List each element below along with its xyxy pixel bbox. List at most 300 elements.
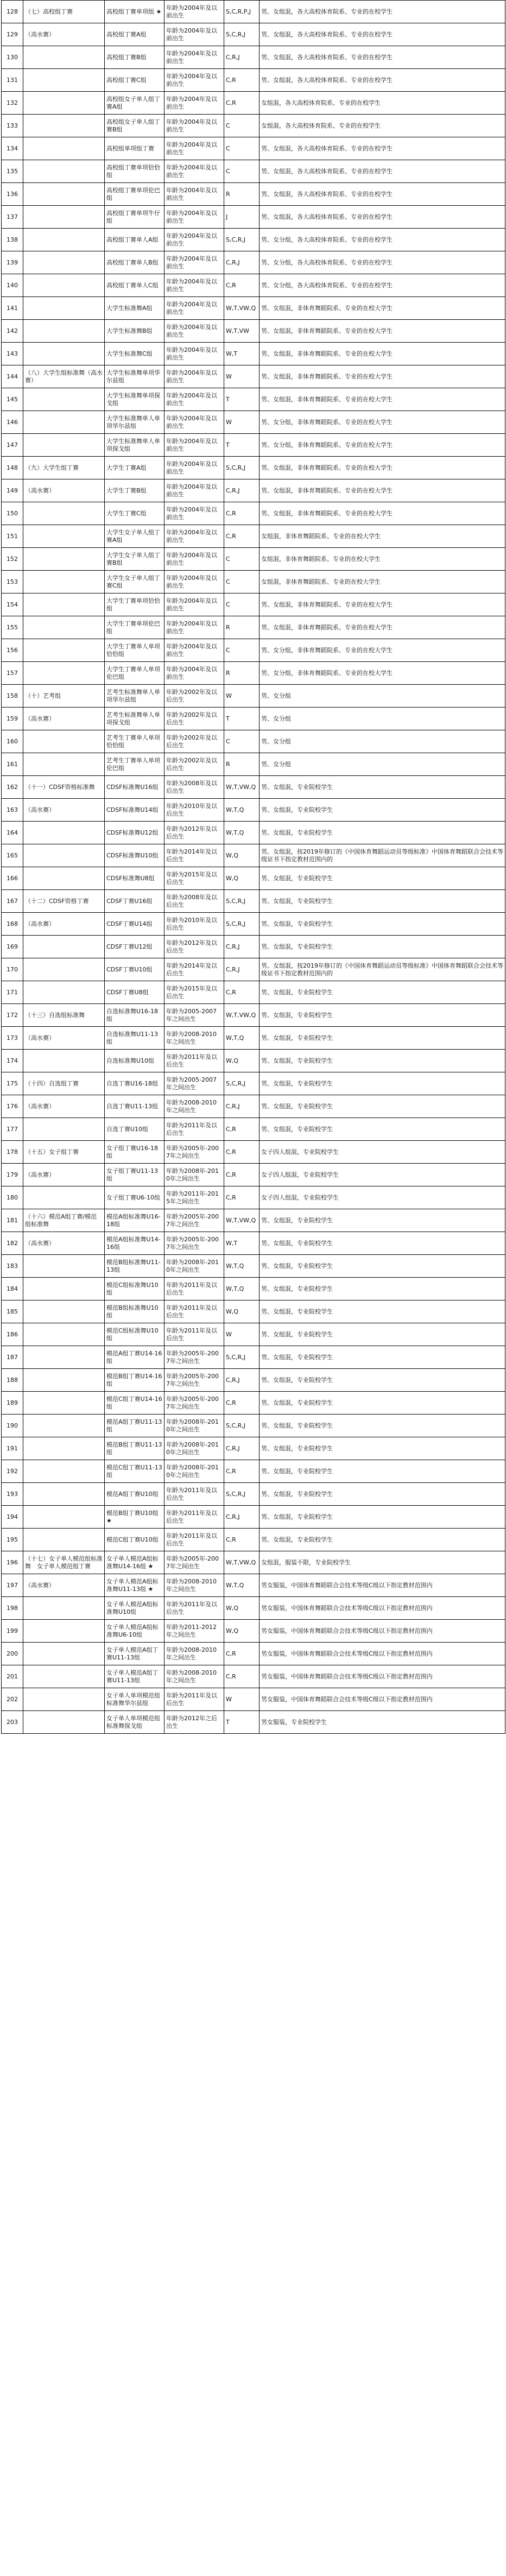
- notes-cell: 男、女组混，专业院校学生: [260, 867, 505, 890]
- table-row: [2, 1551, 505, 1574]
- age-requirement-cell: 年龄为2004年及以前出生: [165, 46, 224, 69]
- age-requirement-cell: 年龄为2004年及以前出生: [165, 69, 224, 92]
- group-cell: [23, 1711, 105, 1734]
- dances-cell: R: [224, 753, 260, 776]
- table-row: [2, 1665, 505, 1688]
- age-requirement-cell: 年龄为2004年及以前出生: [165, 571, 224, 594]
- event-cell: CDSF标准舞U8组: [105, 867, 165, 890]
- notes-cell: 男、女组混，非体育舞蹈院系、专业的在校大学生: [260, 457, 505, 479]
- age-requirement-cell: 年龄为2005年-2007年之间出生: [165, 1209, 224, 1232]
- table-row: [2, 115, 505, 137]
- dances-cell: S,C,R,J: [224, 890, 260, 913]
- row-number-cell: 135: [2, 160, 23, 183]
- dances-cell: C: [224, 639, 260, 662]
- notes-cell: 男、女组混，专业院校学生: [260, 936, 505, 958]
- table-row: [2, 229, 505, 251]
- age-requirement-cell: 年龄为2010年及以后出生: [165, 799, 224, 822]
- dances-cell: S,C,R,J: [224, 23, 260, 46]
- dances-cell: W,T,Q: [224, 1574, 260, 1597]
- dances-cell: W,T,Q: [224, 822, 260, 844]
- group-cell: [23, 1346, 105, 1369]
- age-requirement-cell: 年龄为2004年及以前出生: [165, 92, 224, 115]
- age-requirement-cell: 年龄为2008-2010年之间出生: [165, 1095, 224, 1118]
- row-number-cell: 187: [2, 1346, 23, 1369]
- table-row: [2, 388, 505, 411]
- table-row: [2, 571, 505, 594]
- age-requirement-cell: 年龄为2011-2012年之间出生: [165, 1620, 224, 1643]
- age-requirement-cell: 年龄为2005-2007年之间出生: [165, 1072, 224, 1095]
- group-cell: [23, 1415, 105, 1437]
- row-number-cell: 175: [2, 1072, 23, 1095]
- group-cell: （十六）模范A组丁赛/模范组标准舞: [23, 1209, 105, 1232]
- event-cell: 大学生标准舞A组: [105, 297, 165, 320]
- age-requirement-cell: 年龄为2012年及以后出生: [165, 822, 224, 844]
- row-number-cell: 132: [2, 92, 23, 115]
- dances-cell: C,R: [224, 1643, 260, 1665]
- event-cell: 自选丁赛U10组: [105, 1118, 165, 1141]
- notes-cell: 男、女组混，非体育舞蹈院系、专业的在校大学生: [260, 616, 505, 639]
- group-cell: [23, 594, 105, 616]
- age-requirement-cell: 年龄为2004年及以前出生: [165, 616, 224, 639]
- notes-cell: 男、女组混，专业院校学生: [260, 1118, 505, 1141]
- dances-cell: T: [224, 388, 260, 411]
- group-cell: （十五）女子组丁赛: [23, 1141, 105, 1164]
- table-row: [2, 1415, 505, 1437]
- row-number-cell: 195: [2, 1529, 23, 1551]
- age-requirement-cell: 年龄为2008-2010年之间出生: [165, 1665, 224, 1688]
- age-requirement-cell: 年龄为2002年及以后出生: [165, 708, 224, 730]
- notes-cell: 男、女组混，专业院校学生: [260, 1300, 505, 1323]
- row-number-cell: 155: [2, 616, 23, 639]
- row-number-cell: 189: [2, 1392, 23, 1415]
- event-cell: 大学生标准舞单项探戈组: [105, 388, 165, 411]
- dances-cell: W,T,VW: [224, 320, 260, 343]
- table-row: [2, 1072, 505, 1095]
- dances-cell: C: [224, 594, 260, 616]
- event-cell: CDSF丁赛U16组: [105, 890, 165, 913]
- dances-cell: C,R: [224, 1186, 260, 1209]
- dances-cell: W,Q: [224, 1050, 260, 1072]
- table-row: [2, 662, 505, 685]
- table-row: [2, 1711, 505, 1734]
- row-number-cell: 159: [2, 708, 23, 730]
- row-number-cell: 191: [2, 1437, 23, 1460]
- row-number-cell: 168: [2, 913, 23, 936]
- age-requirement-cell: 年龄为2004年及以前出生: [165, 251, 224, 274]
- notes-cell: 男、女组混，专业院校学生: [260, 1050, 505, 1072]
- notes-cell: 男、女组混，专业院校学生: [260, 1232, 505, 1255]
- notes-cell: 男、女组混，按2019年修订的《中国体育舞蹈运动员等级标准》中国体育舞蹈联合会技术等级证书下指定教材范围内的: [260, 844, 505, 867]
- event-cell: 女子单人模范A组标准舞U10组: [105, 1597, 165, 1620]
- table-row: [2, 320, 505, 343]
- dances-cell: W: [224, 685, 260, 708]
- dances-cell: C: [224, 137, 260, 160]
- event-cell: 大学生标准舞C组: [105, 343, 165, 365]
- table-row: [2, 274, 505, 297]
- dances-cell: W,T: [224, 1232, 260, 1255]
- row-number-cell: 171: [2, 981, 23, 1004]
- event-cell: 艺考生标准舞单人单项探戈组: [105, 708, 165, 730]
- group-cell: [23, 411, 105, 434]
- group-cell: [23, 981, 105, 1004]
- age-requirement-cell: 年龄为2008年-2010年之间出生: [165, 1415, 224, 1437]
- event-cell: 高校组女子单人组丁赛B组: [105, 115, 165, 137]
- table-row: [2, 1095, 505, 1118]
- group-cell: （高水赛）: [23, 1574, 105, 1597]
- dances-cell: C,R: [224, 1529, 260, 1551]
- event-cell: 高校组丁赛单项组 ★: [105, 1, 165, 23]
- group-cell: （十二）CDSF资格丁赛: [23, 890, 105, 913]
- dances-cell: C,R: [224, 1460, 260, 1483]
- dances-cell: C,R: [224, 1141, 260, 1164]
- event-cell: 艺考生丁赛单人单项伦巴组: [105, 753, 165, 776]
- dances-cell: C,R: [224, 525, 260, 548]
- age-requirement-cell: 年龄为2004年及以前出生: [165, 206, 224, 229]
- table-row: [2, 594, 505, 616]
- notes-cell: 男、女组混，各大高校体育院系、专业的在校学生: [260, 137, 505, 160]
- event-cell: 高校组丁赛单人C组: [105, 274, 165, 297]
- row-number-cell: 137: [2, 206, 23, 229]
- row-number-cell: 165: [2, 844, 23, 867]
- age-requirement-cell: 年龄为2004年及以前出生: [165, 183, 224, 206]
- notes-cell: 男、女组混，各大高校体育院系、专业的在校学生: [260, 206, 505, 229]
- age-requirement-cell: 年龄为2005年-2007年之间出生: [165, 1346, 224, 1369]
- group-cell: [23, 1506, 105, 1529]
- row-number-cell: 152: [2, 548, 23, 571]
- event-cell: CDSF标准舞U10组: [105, 844, 165, 867]
- group-cell: [23, 46, 105, 69]
- dances-cell: W,T,VW,Q: [224, 1551, 260, 1574]
- notes-cell: 男、女组混，非体育舞蹈院系、专业的在校大学生: [260, 297, 505, 320]
- group-cell: [23, 92, 105, 115]
- age-requirement-cell: 年龄为2004年及以前出生: [165, 502, 224, 525]
- event-cell: 模范A组丁赛U11-13组: [105, 1415, 165, 1437]
- age-requirement-cell: 年龄为2005-2007年之间出生: [165, 1004, 224, 1027]
- event-cell: 大学生丁赛A组: [105, 457, 165, 479]
- dances-cell: W,Q: [224, 844, 260, 867]
- row-number-cell: 157: [2, 662, 23, 685]
- event-cell: 艺考生标准舞单人单项华尔兹组: [105, 685, 165, 708]
- notes-cell: 女子四人组混，专业院校学生: [260, 1164, 505, 1186]
- event-cell: 大学生标准舞单人单项探戈组: [105, 434, 165, 457]
- row-number-cell: 177: [2, 1118, 23, 1141]
- table-row: [2, 69, 505, 92]
- notes-cell: 男、女分组，各大高校体育院系、专业的在校学生: [260, 274, 505, 297]
- dances-cell: W: [224, 1688, 260, 1711]
- age-requirement-cell: 年龄为2002年及以后出生: [165, 753, 224, 776]
- event-cell: 模范C组标准舞U10组: [105, 1323, 165, 1346]
- dances-cell: W,T,VW,Q: [224, 776, 260, 799]
- dances-cell: C,R: [224, 69, 260, 92]
- dances-cell: W: [224, 365, 260, 388]
- event-cell: 大学生丁赛单项恰恰组: [105, 594, 165, 616]
- notes-cell: 男、女组混，专业院校学生: [260, 822, 505, 844]
- row-number-cell: 130: [2, 46, 23, 69]
- row-number-cell: 153: [2, 571, 23, 594]
- dances-cell: S,C,R,J: [224, 1415, 260, 1437]
- group-cell: （高水赛）: [23, 23, 105, 46]
- age-requirement-cell: 年龄为2008年-2010年之间出生: [165, 1437, 224, 1460]
- age-requirement-cell: 年龄为2011年-2015年之间出生: [165, 1186, 224, 1209]
- age-requirement-cell: 年龄为2004年及以前出生: [165, 160, 224, 183]
- group-cell: [23, 69, 105, 92]
- notes-cell: 男、女组混，专业院校学生: [260, 981, 505, 1004]
- dances-cell: W,Q: [224, 867, 260, 890]
- age-requirement-cell: 年龄为2005年-2007年之间出生: [165, 1141, 224, 1164]
- event-cell: 自选丁赛U11-13组: [105, 1095, 165, 1118]
- notes-cell: 男、女分组: [260, 753, 505, 776]
- dances-cell: W,T,VW,Q: [224, 1004, 260, 1027]
- age-requirement-cell: 年龄为2008年及以后出生: [165, 776, 224, 799]
- row-number-cell: 164: [2, 822, 23, 844]
- table-row: [2, 958, 505, 981]
- dances-cell: S,C,R,J: [224, 457, 260, 479]
- row-number-cell: 139: [2, 251, 23, 274]
- event-cell: CDSF标准舞U14组: [105, 799, 165, 822]
- group-cell: [23, 639, 105, 662]
- group-cell: [23, 730, 105, 753]
- notes-cell: 男、女组混，专业院校学生: [260, 1415, 505, 1437]
- age-requirement-cell: 年龄为2005年-2007年之间出生: [165, 1232, 224, 1255]
- row-number-cell: 186: [2, 1323, 23, 1346]
- age-requirement-cell: 年龄为2004年及以前出生: [165, 525, 224, 548]
- table-row: [2, 1346, 505, 1369]
- notes-cell: 男、女组混，专业院校学生: [260, 1529, 505, 1551]
- table-row: [2, 730, 505, 753]
- dances-cell: W: [224, 411, 260, 434]
- table-row: [2, 776, 505, 799]
- event-cell: 大学生标准舞单项华尔兹组: [105, 365, 165, 388]
- age-requirement-cell: 年龄为2014年及以后出生: [165, 844, 224, 867]
- age-requirement-cell: 年龄为2004年及以前出生: [165, 457, 224, 479]
- table-row: [2, 457, 505, 479]
- dances-cell: S,C,R,J: [224, 913, 260, 936]
- notes-cell: 男、女组混，专业院校学生: [260, 1004, 505, 1027]
- row-number-cell: 160: [2, 730, 23, 753]
- dances-cell: C: [224, 160, 260, 183]
- dances-cell: S,C,R,J: [224, 229, 260, 251]
- dances-cell: W,Q: [224, 1300, 260, 1323]
- event-cell: 模范A组标准舞U16-18组: [105, 1209, 165, 1232]
- group-cell: [23, 1186, 105, 1209]
- row-number-cell: 198: [2, 1597, 23, 1620]
- notes-cell: 男、女组混，专业院校学生: [260, 1255, 505, 1278]
- dances-cell: S,C,R,J: [224, 1483, 260, 1506]
- age-requirement-cell: 年龄为2011年及以后出生: [165, 1506, 224, 1529]
- event-cell: 女子组丁赛U6-10组: [105, 1186, 165, 1209]
- row-number-cell: 192: [2, 1460, 23, 1483]
- event-cell: 模范A组标准舞U14-16组: [105, 1232, 165, 1255]
- group-cell: （八）大学生组标准舞（高水赛）: [23, 365, 105, 388]
- row-number-cell: 138: [2, 229, 23, 251]
- event-cell: 模范A组丁赛U14-16组: [105, 1346, 165, 1369]
- table-row: [2, 616, 505, 639]
- table-row: [2, 936, 505, 958]
- age-requirement-cell: 年龄为2011年及以后出生: [165, 1483, 224, 1506]
- table-row: [2, 981, 505, 1004]
- dances-cell: C: [224, 730, 260, 753]
- group-cell: [23, 388, 105, 411]
- group-cell: [23, 1369, 105, 1392]
- group-cell: （十四）自选组丁赛: [23, 1072, 105, 1095]
- age-requirement-cell: 年龄为2008-2010年之间出生: [165, 1027, 224, 1050]
- notes-cell: 男、女分组，非体育舞蹈院系、专业的在校大学生: [260, 639, 505, 662]
- event-cell: 高校组丁赛单项牛仔组: [105, 206, 165, 229]
- age-requirement-cell: 年龄为2004年及以前出生: [165, 297, 224, 320]
- notes-cell: 男、女组混，非体育舞蹈院系、专业的在校大学生: [260, 502, 505, 525]
- row-number-cell: 188: [2, 1369, 23, 1392]
- row-number-cell: 141: [2, 297, 23, 320]
- age-requirement-cell: 年龄为2008年-2010年之间出生: [165, 1164, 224, 1186]
- age-requirement-cell: 年龄为2004年及以前出生: [165, 662, 224, 685]
- group-cell: [23, 115, 105, 137]
- dances-cell: R: [224, 616, 260, 639]
- notes-cell: 男女服装，中国体育舞蹈联合会技术等级C级以下指定教材范围内: [260, 1620, 505, 1643]
- group-cell: （七）高校组丁赛: [23, 1, 105, 23]
- dances-cell: R: [224, 662, 260, 685]
- dances-cell: T: [224, 1711, 260, 1734]
- event-cell: 模范B组丁赛U14-16组: [105, 1369, 165, 1392]
- dances-cell: C,R: [224, 1164, 260, 1186]
- notes-cell: 男女服装，中国体育舞蹈联合会技术等级C级以下指定教材范围内: [260, 1688, 505, 1711]
- event-cell: 大学生丁赛C组: [105, 502, 165, 525]
- competition-events-table: [1, 0, 505, 1734]
- table-row: [2, 1278, 505, 1300]
- dances-cell: W,T,Q: [224, 1255, 260, 1278]
- notes-cell: 男、女组混，专业院校学生: [260, 1437, 505, 1460]
- table-row: [2, 1300, 505, 1323]
- dances-cell: C,R,J: [224, 1095, 260, 1118]
- event-cell: 自选标准舞U16-18组: [105, 1004, 165, 1027]
- notes-cell: 男、女组混，非体育舞蹈院系、专业的在校大学生: [260, 320, 505, 343]
- dances-cell: C: [224, 571, 260, 594]
- table-row: [2, 1620, 505, 1643]
- notes-cell: 男、女分组，各大高校体育院系、专业的在校学生: [260, 251, 505, 274]
- table-row: [2, 1186, 505, 1209]
- table-row: [2, 1506, 505, 1529]
- group-cell: [23, 183, 105, 206]
- row-number-cell: 133: [2, 115, 23, 137]
- table-row: [2, 434, 505, 457]
- dances-cell: W,T,VW,Q: [224, 1209, 260, 1232]
- dances-cell: C,R: [224, 981, 260, 1004]
- age-requirement-cell: 年龄为2005年-2007年之间出生: [165, 1392, 224, 1415]
- event-cell: 高校组丁赛A组: [105, 23, 165, 46]
- notes-cell: 男、女组混，专业院校学生: [260, 1392, 505, 1415]
- notes-cell: 男、女组混，专业院校学生: [260, 1072, 505, 1095]
- notes-cell: 女组混，非体育舞蹈院系、专业的在校大学生: [260, 548, 505, 571]
- group-cell: [23, 1050, 105, 1072]
- age-requirement-cell: 年龄为2008-2010年之间出生: [165, 1643, 224, 1665]
- row-number-cell: 170: [2, 958, 23, 981]
- notes-cell: 男、女组混，各大高校体育院系、专业的在校学生: [260, 1, 505, 23]
- age-requirement-cell: 年龄为2004年及以前出生: [165, 365, 224, 388]
- age-requirement-cell: 年龄为2004年及以前出生: [165, 388, 224, 411]
- group-cell: [23, 434, 105, 457]
- dances-cell: J: [224, 206, 260, 229]
- event-cell: 大学生丁赛单人单项恰恰组: [105, 639, 165, 662]
- dances-cell: C,R,J: [224, 251, 260, 274]
- group-cell: [23, 1118, 105, 1141]
- group-cell: [23, 1392, 105, 1415]
- age-requirement-cell: 年龄为2004年及以前出生: [165, 411, 224, 434]
- table-row: [2, 160, 505, 183]
- row-number-cell: 200: [2, 1643, 23, 1665]
- notes-cell: 男女服装，中国体育舞蹈联合会技术等级C级以下指定教材范围内: [260, 1665, 505, 1688]
- table-row: [2, 525, 505, 548]
- group-cell: [23, 251, 105, 274]
- notes-cell: 女组混，非体育舞蹈院系、专业的在校大学生: [260, 571, 505, 594]
- dances-cell: C,R: [224, 1665, 260, 1688]
- group-cell: [23, 274, 105, 297]
- row-number-cell: 154: [2, 594, 23, 616]
- row-number-cell: 203: [2, 1711, 23, 1734]
- group-cell: [23, 662, 105, 685]
- group-cell: [23, 1483, 105, 1506]
- table-row: [2, 1232, 505, 1255]
- age-requirement-cell: 年龄为2004年及以前出生: [165, 229, 224, 251]
- group-cell: （高水赛）: [23, 1232, 105, 1255]
- row-number-cell: 128: [2, 1, 23, 23]
- notes-cell: 男、女组混，各大高校体育院系、专业的在校学生: [260, 160, 505, 183]
- row-number-cell: 129: [2, 23, 23, 46]
- notes-cell: 男、女分组，非体育舞蹈院系、专业的在校大学生: [260, 662, 505, 685]
- table-body: [2, 1, 505, 1734]
- row-number-cell: 176: [2, 1095, 23, 1118]
- group-cell: [23, 137, 105, 160]
- notes-cell: 男、女组混，专业院校学生: [260, 1369, 505, 1392]
- table-row: [2, 1, 505, 23]
- age-requirement-cell: 年龄为2008年-2010年之间出生: [165, 1255, 224, 1278]
- group-cell: [23, 1643, 105, 1665]
- row-number-cell: 193: [2, 1483, 23, 1506]
- row-number-cell: 167: [2, 890, 23, 913]
- notes-cell: 男、女分组: [260, 708, 505, 730]
- dances-cell: W,T,Q: [224, 799, 260, 822]
- event-cell: 女子单人单项模范组标准舞探戈组: [105, 1711, 165, 1734]
- row-number-cell: 202: [2, 1688, 23, 1711]
- notes-cell: 女组混，各大高校体育院系、专业的在校学生: [260, 115, 505, 137]
- notes-cell: 男女服装，中国体育舞蹈联合会技术等级C级以下指定教材范围内: [260, 1574, 505, 1597]
- group-cell: [23, 1300, 105, 1323]
- row-number-cell: 201: [2, 1665, 23, 1688]
- dances-cell: W: [224, 1323, 260, 1346]
- notes-cell: 男、女组混，专业院校学生: [260, 913, 505, 936]
- group-cell: [23, 822, 105, 844]
- notes-cell: 男、女分组，非体育舞蹈院系、专业的在校大学生: [260, 411, 505, 434]
- table-row: [2, 753, 505, 776]
- table-row: [2, 822, 505, 844]
- event-cell: 自选标准舞U10组: [105, 1050, 165, 1072]
- group-cell: （高水赛）: [23, 913, 105, 936]
- event-cell: 艺考生丁赛单人单项恰恰组: [105, 730, 165, 753]
- event-cell: 高校组丁赛C组: [105, 69, 165, 92]
- notes-cell: 男、女组混，专业院校学生: [260, 1346, 505, 1369]
- notes-cell: 女子四人组混，专业院校学生: [260, 1141, 505, 1164]
- age-requirement-cell: 年龄为2012年及以后出生: [165, 936, 224, 958]
- notes-cell: 男女服装，中国体育舞蹈联合会技术等级C级以下指定教材范围内: [260, 1597, 505, 1620]
- group-cell: （十七）女子单人模范组标准舞 女子单人模范组丁赛: [23, 1551, 105, 1574]
- dances-cell: T: [224, 434, 260, 457]
- table-row: [2, 685, 505, 708]
- row-number-cell: 150: [2, 502, 23, 525]
- dances-cell: C,R: [224, 1392, 260, 1415]
- group-cell: [23, 320, 105, 343]
- group-cell: [23, 1278, 105, 1300]
- notes-cell: 男、女组混，专业院校学生: [260, 1278, 505, 1300]
- table-row: [2, 251, 505, 274]
- dances-cell: C,R,J: [224, 1506, 260, 1529]
